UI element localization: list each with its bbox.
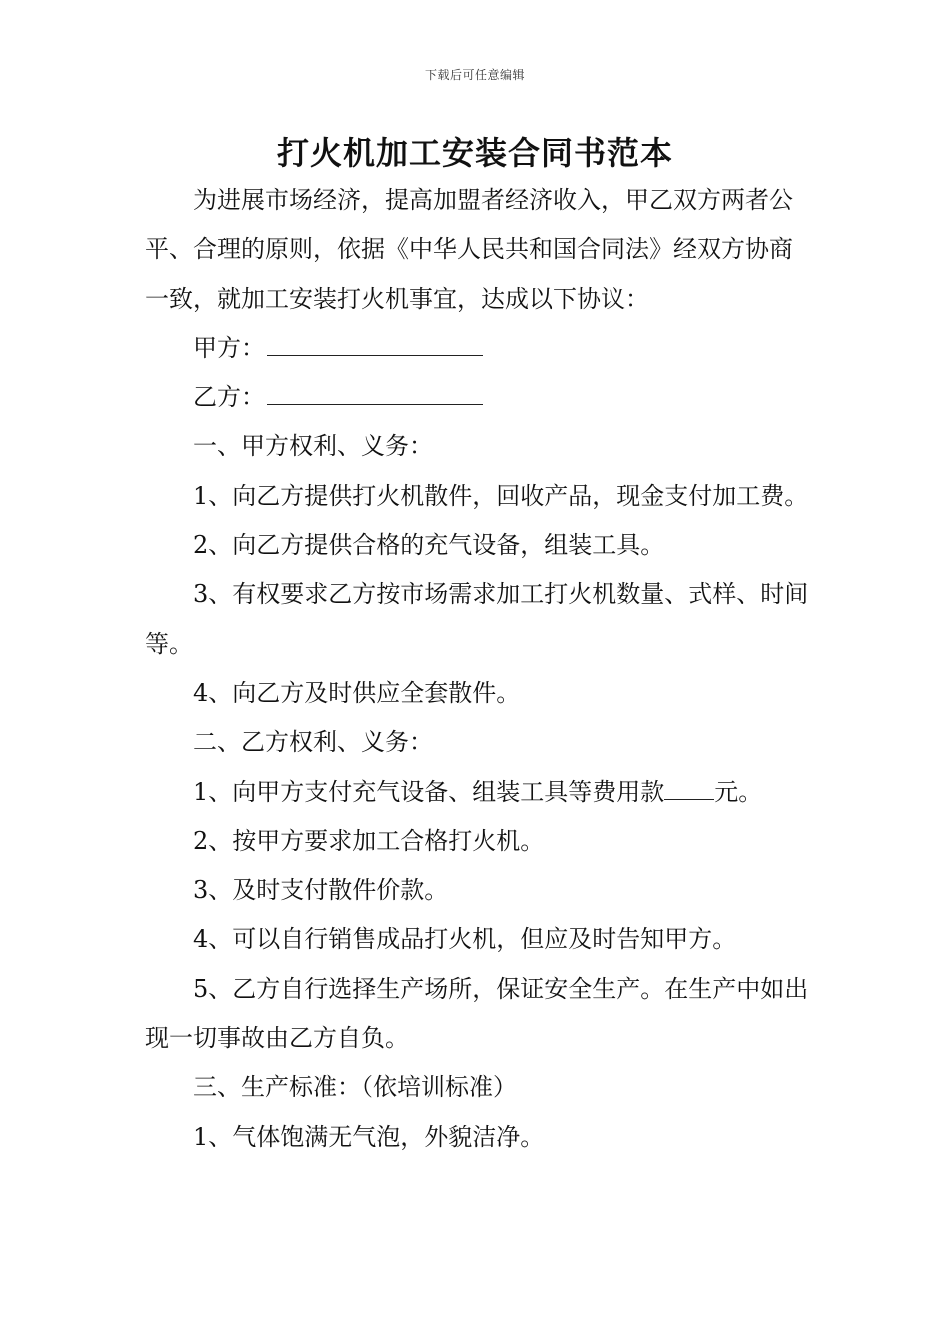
document-body — [145, 176, 809, 1162]
header-note: 下载后可任意编辑 — [424, 68, 525, 82]
section1-item-2: 2、向乙方提供合格的充气设备，组装工具。 — [193, 531, 665, 560]
section2-item-4: 4、可以自行销售成品打火机，但应及时告知甲方。 — [193, 925, 737, 954]
section2-item-1-text: 1、向甲方支付充气设备、组装工具等费用款 — [193, 777, 665, 806]
document-title: 打火机加工安装合同书范本 — [276, 134, 673, 172]
section2-item-3: 3、及时支付散件价款。 — [193, 876, 449, 905]
party-b-label: 乙方： — [193, 383, 265, 412]
section3-item-1: 1、气体饱满无气泡，外貌洁净。 — [193, 1122, 545, 1151]
party-a-label: 甲方： — [193, 333, 265, 362]
section1-item-3: 3、有权要求乙方按市场需求加工打火机数量、式样、时间等。 — [145, 580, 809, 658]
section2-item-2: 2、按甲方要求加工合格打火机。 — [193, 826, 545, 855]
section1-heading: 一、甲方权利、义务： — [193, 432, 433, 461]
party-b-blank[interactable] — [267, 382, 483, 405]
section2-heading: 二、乙方权利、义务： — [193, 728, 433, 757]
section3-heading: 三、生产标准：（依培训标准） — [193, 1073, 517, 1102]
intro-paragraph: 为进展市场经济，提高加盟者经济收入，甲乙双方两者公平、合理的原则，依据《中华人民共和国合同法》经双方协商一致，就加工安装打火机事宜，达成以下协议： — [145, 186, 793, 313]
section1-item-4: 4、向乙方及时供应全套散件。 — [193, 678, 521, 707]
party-b-line — [145, 373, 809, 422]
section1-item-1: 1、向乙方提供打火机散件，回收产品，现金支付加工费。 — [193, 481, 809, 510]
amount-blank[interactable] — [664, 777, 714, 800]
section2-item-1-unit: 元。 — [714, 777, 763, 806]
section2-item-1 — [145, 768, 809, 817]
section2-item-5: 5、乙方自行选择生产场所，保证安全生产。在生产中如出现一切事故由乙方自负。 — [145, 974, 809, 1053]
party-a-blank[interactable] — [267, 333, 483, 356]
party-a-line — [145, 324, 809, 373]
